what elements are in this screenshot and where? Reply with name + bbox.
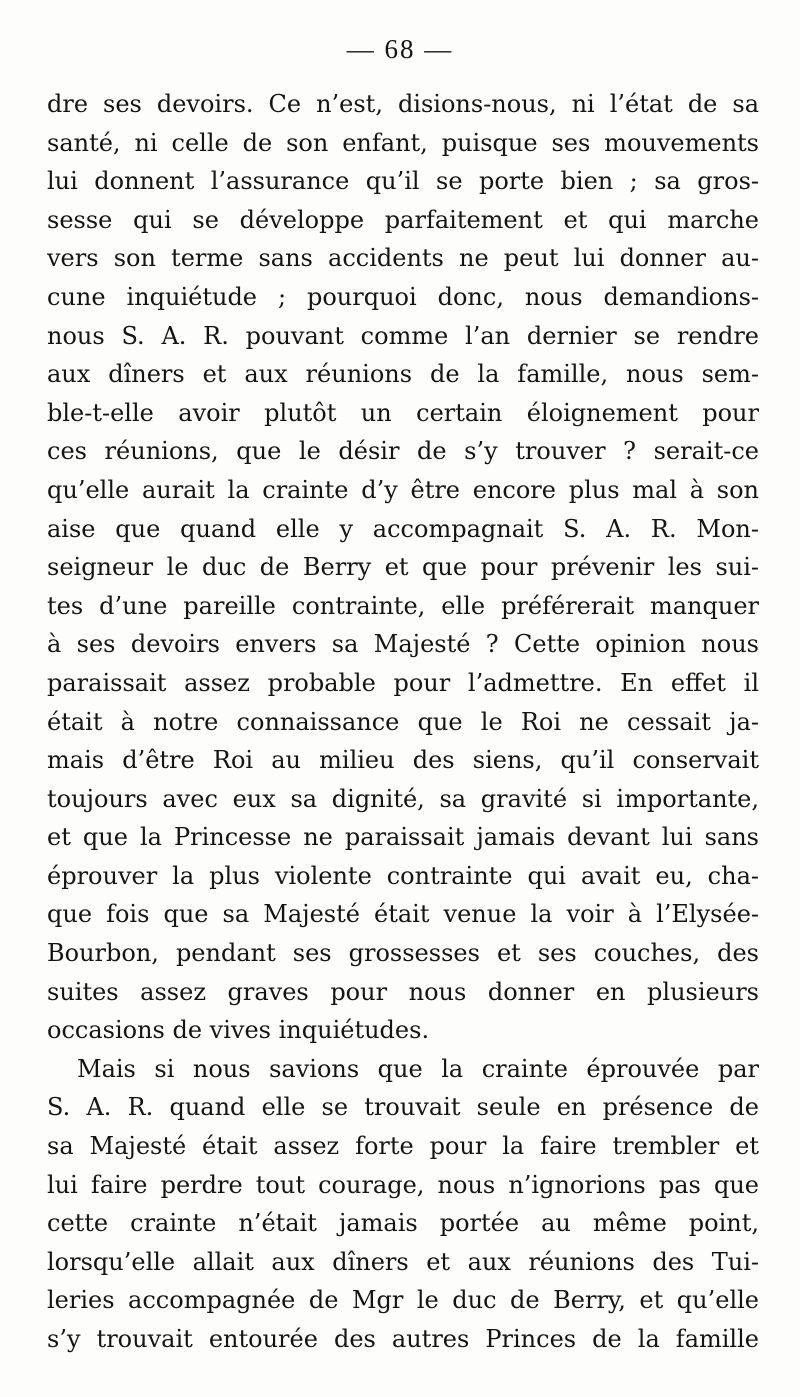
text-line: sesse qui se développe parfaitement et qui marche (47, 205, 759, 234)
text-line: toujours avec eux sa dignité, sa gravité si importante, (47, 784, 759, 813)
text-line: nous S. A. R. pouvant comme l’an dernier se rendre (47, 321, 759, 350)
text-line: seigneur le duc de Berry et que pour prévenir les sui- (47, 553, 759, 582)
text-line: cette crainte n’était jamais portée au même point, (47, 1209, 759, 1238)
text-line: que fois que sa Majesté était venue la voir à l’Elysée- (47, 900, 759, 929)
body-text (47, 85, 759, 1359)
text-line: cune inquiétude ; pourquoi donc, nous demandions- (47, 282, 759, 311)
text-line: mais d’être Roi au milieu des siens, qu’il conservait (47, 746, 759, 775)
text-line: s’y trouvait entourée des autres Princes de la famille (47, 1325, 759, 1353)
text-line: sa Majesté était assez forte pour la faire trembler et (47, 1132, 759, 1161)
text-line: ble-t-elle avoir plutôt un certain éloignement pour (47, 398, 759, 427)
text-line: qu’elle aurait la crainte d’y être encore plus mal à son (47, 475, 759, 504)
text-line: ces réunions, que le désir de s’y trouver ? serait-ce (47, 437, 759, 466)
text-line: et que la Princesse ne paraissait jamais devant lui sans (47, 823, 759, 852)
text-line: S. A. R. quand elle se trouvait seule en présence de (47, 1093, 759, 1122)
text-line: suites assez graves pour nous donner en plusieurs (47, 977, 759, 1006)
text-line: lui donnent l’assurance qu’il se porte bien ; sa gros- (47, 167, 759, 196)
text-line: occasions de vives inquiétudes. (47, 1016, 430, 1045)
page-number: — 68 — (346, 34, 454, 64)
text-line: à ses devoirs envers sa Majesté ? Cette opinion nous (47, 630, 759, 659)
text-line: leries accompagnée de Mgr le duc de Berry, et qu’elle (47, 1286, 759, 1315)
text-line: aise que quand elle y accompagnait S. A. R. Mon- (47, 514, 759, 543)
text-line: paraissait assez probable pour l’admettre. En effet il (47, 668, 759, 697)
text-line: lorsqu’elle allait aux dîners et aux réunions des Tui- (47, 1247, 759, 1276)
text-line: santé, ni celle de son enfant, puisque ses mouvements (47, 128, 759, 157)
text-line: vers son terme sans accidents ne peut lui donner au- (47, 244, 759, 273)
text-line: Mais si nous savions que la crainte éprouvée par (77, 1054, 759, 1083)
text-line: lui faire perdre tout courage, nous n’ignorions pas que (47, 1170, 759, 1199)
text-line: éprouver la plus violente contrainte qui avait eu, cha- (47, 861, 759, 890)
text-line: dre ses devoirs. Ce n’est, disions-nous, ni l’état de sa (47, 90, 759, 118)
paragraph-1 (47, 85, 759, 1050)
text-line: Bourbon, pendant ses grossesses et ses couches, des (47, 939, 759, 968)
text-line: était à notre connaissance que le Roi ne cessait ja- (47, 707, 759, 736)
text-line: aux dîners et aux réunions de la famille, nous sem- (47, 360, 759, 389)
text-line: tes d’une pareille contrainte, elle préférerait manquer (47, 591, 759, 620)
paragraph-2 (47, 1050, 759, 1359)
